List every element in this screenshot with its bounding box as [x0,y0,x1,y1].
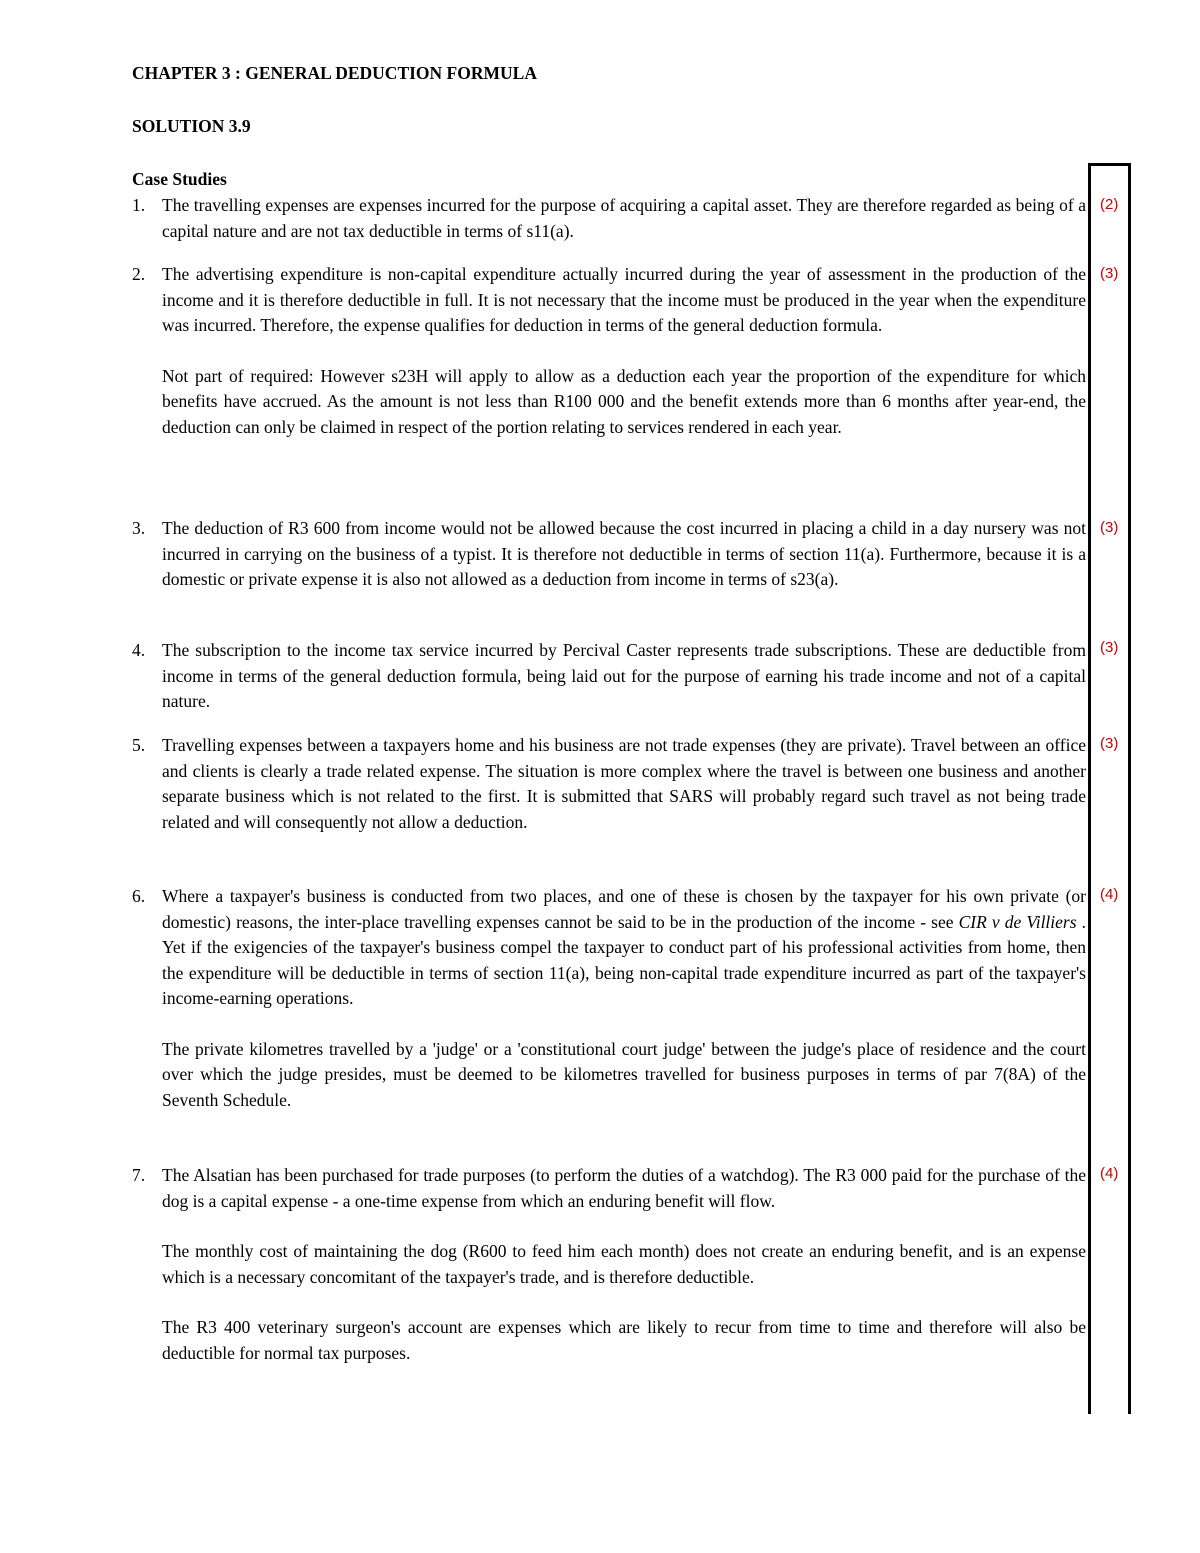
mark-badge: (4) [1100,1165,1119,1182]
item-number: 4. [132,640,146,660]
case-citation: CIR v de Villiers [958,911,1077,932]
list-item [132,884,1086,1113]
mark-badge: (4) [1100,886,1119,903]
list-item [132,262,1086,440]
item-number: 5. [132,735,146,755]
mark-badge: (3) [1100,735,1119,752]
item-number: 7. [132,1165,146,1185]
chapter-title: CHAPTER 3 : GENERAL DEDUCTION FORMULA [132,63,537,83]
mark-badge: (3) [1100,639,1119,656]
item-number: 3. [132,518,146,538]
item-text-part: . Yet if the exigencies of the taxpayer's business compel the taxpayer to conduct part of his professional activities from home, then the expenditure will be deductible in terms of section 11(a), being non-capital trade expenditure incurred as part of the taxpayer's income-earning operations. [162,911,1087,1008]
list-item [132,516,1086,593]
item-text: The deduction of R3 600 from income would not be allowed because the cost incurred in placing a child in a day nursery was not incurred in carrying on the business of a typist. It is therefore not deductible in terms of section 11(a). Furthermore, because it is a domestic or private expense it is also not allowed as a deduction from income in terms of s23(a). [162,518,1086,589]
item-number: 2. [132,264,146,284]
item-text: The travelling expenses are expenses incurred for the purpose of acquiring a capital asset. They are therefore regarded as being of a capital nature and are not tax deductible in terms of s11(a). [162,195,1086,241]
item-text: The Alsatian has been purchased for trade purposes (to perform the duties of a watchdog). The R3 000 paid for the purchase of the dog is a capital expense - a one-time expense from which an enduring benefit will flow. [162,1165,1086,1211]
item-number: 6. [132,886,146,906]
item-text: The subscription to the income tax service incurred by Percival Caster represents trade subscriptions. These are deductible from income in terms of the general deduction formula, being laid out for the purpose of earning his trade income and not of a capital nature. [162,640,1086,711]
item-text: Travelling expenses between a taxpayers home and his business are not trade expenses (they are private). Travel between an office and clients is clearly a trade related expense. The situation is more complex where the travel is between one business and another separate business which is not related to the first. It is submitted that SARS will probably regard such travel as not being trade related and will consequently not allow a deduction. [162,735,1086,832]
item-note-paragraph: The monthly cost of maintaining the dog (R600 to feed him each month) does not create an enduring benefit, and is an expense which is a necessary concomitant of the taxpayer's trade, and is therefore deductible. [162,1241,1086,1287]
list-item [132,638,1086,715]
item-note-paragraph: Not part of required: However s23H will apply to allow as a deduction each year the proportion of the expenditure for which benefits have accrued. As the amount is not less than R100 000 and the benefit extends more than 6 months after year-end, the deduction can only be claimed in respect of the portion relating to services rendered in each year. [162,365,1086,437]
list-item [132,193,1086,244]
marks-column-box [1088,163,1131,1414]
mark-badge: (3) [1100,265,1119,282]
item-note-paragraph: The private kilometres travelled by a 'judge' or a 'constitutional court judge' between the judge's place of residence and the court over which the judge presides, must be deemed to be kilometres travelled for business purposes in terms of par 7(8A) of the Seventh Schedule. [162,1038,1086,1110]
item-text [162,884,1086,1012]
list-item [132,733,1086,835]
mark-badge: (3) [1100,519,1119,536]
mark-badge: (2) [1100,196,1119,213]
solution-title: SOLUTION 3.9 [132,116,251,136]
item-text-part: Where a taxpayer's business is conducted from two places, and one of these is chosen by the taxpayer for his own private (or domestic) reasons, the inter-place travelling expenses cannot be said to be in the production of the income - see [162,886,1086,932]
item-number: 1. [132,195,146,215]
item-text: The advertising expenditure is non-capital expenditure actually incurred during the year of assessment in the production of the income and it is therefore deductible in full. It is not necessary that the income must be produced in the year when the expenditure was incurred. Therefore, the expense qualifies for deduction in terms of the general deduction formula. [162,264,1086,335]
case-studies-heading: Case Studies [132,169,227,189]
item-note-paragraph: The R3 400 veterinary surgeon's account are expenses which are likely to recur from time to time and therefore will also be deductible for normal tax purposes. [162,1317,1086,1363]
list-item [132,1163,1086,1366]
